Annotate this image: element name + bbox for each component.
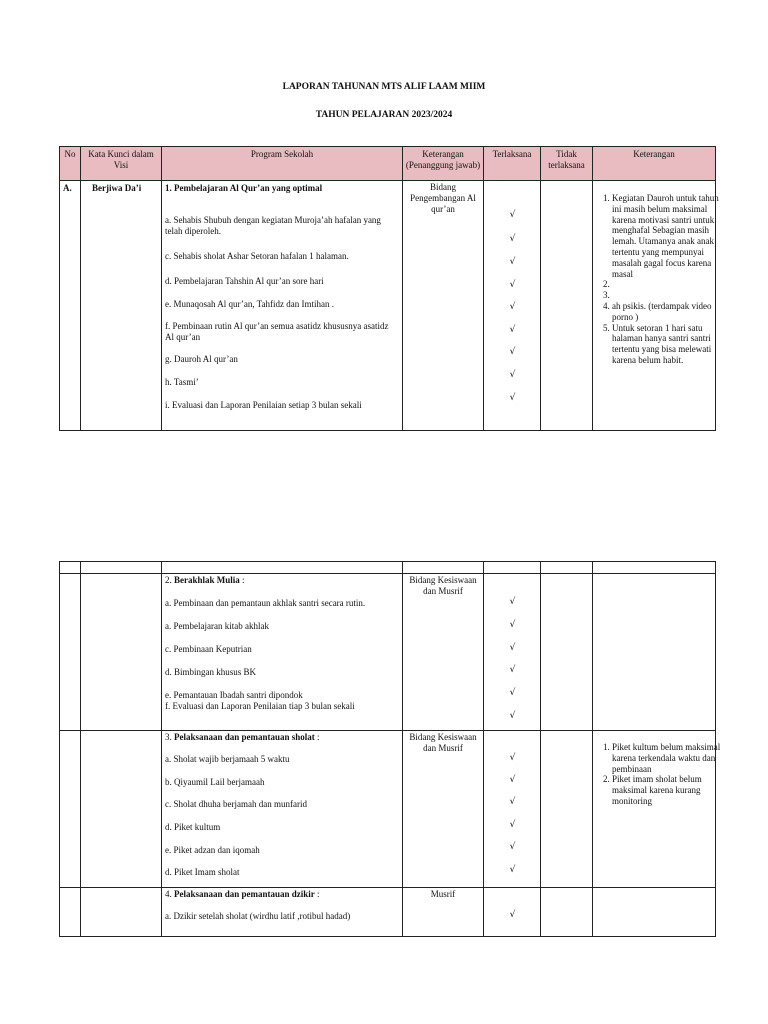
- checkmark-icon: √: [509, 643, 516, 653]
- header-keterangan: Keterangan: [593, 147, 716, 181]
- row-penanggung-jawab: Musrif: [403, 888, 484, 937]
- checkmark-icon: √: [509, 711, 516, 721]
- program-item: e. Munaqosah Al qur’an, Tahfidz dan Imtihan .: [165, 299, 334, 309]
- program-table-page-1: [59, 146, 719, 431]
- note-item: [612, 290, 724, 301]
- program-item: c. Sholat dhuha berjamah dan munfarid: [165, 799, 307, 809]
- row-program: [162, 731, 403, 888]
- table-row: [60, 888, 716, 937]
- row-penanggung-jawab: Bidang Kesiswaan dan Musrif: [403, 574, 484, 731]
- row-terlaksana: [484, 731, 541, 888]
- row-tidak-terlaksana: [541, 181, 593, 431]
- header-terlaksana: Terlaksana: [484, 147, 541, 181]
- program-item: a. Pembelajaran kitab akhlak: [165, 621, 269, 631]
- program-title: 4. Pelaksanaan dan pemantauan dzikir :: [165, 889, 320, 899]
- program-item: d. Piket kultum: [165, 822, 221, 832]
- program-item: a. Sholat wajib berjamaah 5 waktu: [165, 754, 290, 764]
- row-program: [162, 181, 403, 431]
- row-terlaksana: [484, 888, 541, 937]
- program-item: f. Pembinaan rutin Al qur’an semua asatidz khususnya asatidz Al qur’an: [165, 321, 389, 342]
- report-title: LAPORAN TAHUNAN MTS ALIF LAAM MIIM: [282, 82, 486, 92]
- checkmark-icon: √: [509, 797, 516, 807]
- program-item: f. Evaluasi dan Laporan Penilaian tiap 3 bulan sekali: [165, 701, 355, 711]
- program-title: 1. Pembelajaran Al Qur’an yang optimal: [165, 183, 323, 193]
- header-no: No: [60, 147, 81, 181]
- program-item: e. Piket adzan dan iqomah: [165, 845, 260, 855]
- program-item: g. Dauroh Al qur’an: [165, 354, 238, 364]
- program-item: a. Pembinaan dan pemantaun akhlak santri secara rutin.: [165, 598, 366, 608]
- table-row: [60, 731, 716, 888]
- table-row: [60, 181, 716, 431]
- program-title: 3. Pelaksanaan dan pemantauan sholat :: [165, 732, 320, 742]
- checkmark-icon: √: [509, 842, 516, 852]
- checkmark-icon: √: [509, 910, 516, 920]
- header-kata-kunci: Kata Kunci dalam Visi: [81, 147, 162, 181]
- header-penanggung-jawab: Keterangan (Penanggung jawab): [403, 147, 484, 181]
- row-keterangan: [593, 731, 721, 888]
- program-item: a. Sehabis Shubuh dengan kegiatan Muroja’ah hafalan yang telah diperoleh.: [165, 215, 381, 236]
- header-program: Program Sekolah: [162, 147, 403, 181]
- notes-list: [596, 742, 724, 807]
- program-item: d. Piket Imam sholat: [165, 867, 240, 877]
- note-item: 1. Kegiatan Dauroh untuk tahun ini masih belum maksimal karena motivasi santri untuk menghafal Sebagian masih lemah. Utamanya anak anak tertentu yang mempunyai masalah gagal focus karena masal: [612, 193, 724, 279]
- checkmark-icon: √: [509, 665, 516, 675]
- note-item: 1. Piket kultum belum maksimal karena terkendala waktu dan pembinaan: [612, 742, 724, 774]
- table-spacer-row: [60, 562, 716, 574]
- row-kata-kunci: Berjiwa Da’i: [81, 181, 162, 431]
- program-item: b. Qiyaumil Lail berjamaah: [165, 777, 265, 787]
- notes-list: [596, 193, 724, 366]
- table-header-row: [60, 147, 716, 181]
- checkmark-icon: √: [509, 370, 516, 380]
- program-item: i. Evaluasi dan Laporan Penilaian setiap 3 bulan sekali: [165, 400, 362, 410]
- checkmark-icon: √: [509, 865, 516, 875]
- row-program: [162, 888, 403, 937]
- note-item: [612, 279, 724, 290]
- row-penanggung-jawab: Bidang Pengembangan Al qur’an: [403, 181, 484, 431]
- row-terlaksana: [484, 574, 541, 731]
- row-keterangan: [593, 181, 719, 431]
- checkmark-icon: √: [509, 820, 516, 830]
- checkmark-icon: √: [509, 257, 516, 267]
- program-table-page-2: [59, 561, 721, 937]
- table-row: [60, 574, 716, 731]
- program-item: c. Pembinaan Keputrian: [165, 644, 252, 654]
- program-item: d. Bimbingan khusus BK: [165, 667, 257, 677]
- program-item: d. Pembelajaran Tahshin Al qur’an sore hari: [165, 276, 324, 286]
- row-penanggung-jawab: Bidang Kesiswaan dan Musrif: [403, 731, 484, 888]
- program-item: c. Sehabis sholat Ashar Setoran hafalan 1 halaman.: [165, 251, 349, 261]
- report-subtitle: TAHUN PELAJARAN 2023/2024: [315, 110, 453, 120]
- checkmark-icon: √: [509, 210, 516, 220]
- row-program: [162, 574, 403, 731]
- program-item: e. Pemantauan Ibadah santri dipondok: [165, 690, 303, 700]
- checkmark-icon: √: [509, 234, 516, 244]
- checkmark-icon: √: [509, 347, 516, 357]
- checkmark-icon: √: [509, 688, 516, 698]
- checkmark-icon: √: [509, 393, 516, 403]
- row-terlaksana: [484, 181, 541, 431]
- checkmark-icon: √: [509, 280, 516, 290]
- program-item: a. Dzikir setelah sholat (wirdhu latif ,rotibul hadad): [165, 911, 351, 921]
- note-item: 5. Untuk setoran 1 hari satu halaman hanya santri santri tertentu yang bisa melewati karena belum habit.: [612, 323, 724, 366]
- note-item: 4. ah psikis. (terdampak video porno ): [612, 301, 724, 323]
- checkmark-icon: √: [509, 302, 516, 312]
- program-item: h. Tasmi’: [165, 377, 199, 387]
- checkmark-icon: √: [509, 753, 516, 763]
- checkmark-icon: √: [509, 775, 516, 785]
- header-tidak-terlaksana: Tidak terlaksana: [541, 147, 593, 181]
- checkmark-icon: √: [509, 620, 516, 630]
- checkmark-icon: √: [509, 597, 516, 607]
- checkmark-icon: √: [509, 325, 516, 335]
- row-no: A.: [60, 181, 81, 431]
- program-title: 2. Berakhlak Mulia :: [165, 575, 245, 585]
- note-item: 2. Piket imam sholat belum maksimal karena kurang monitoring: [612, 774, 724, 806]
